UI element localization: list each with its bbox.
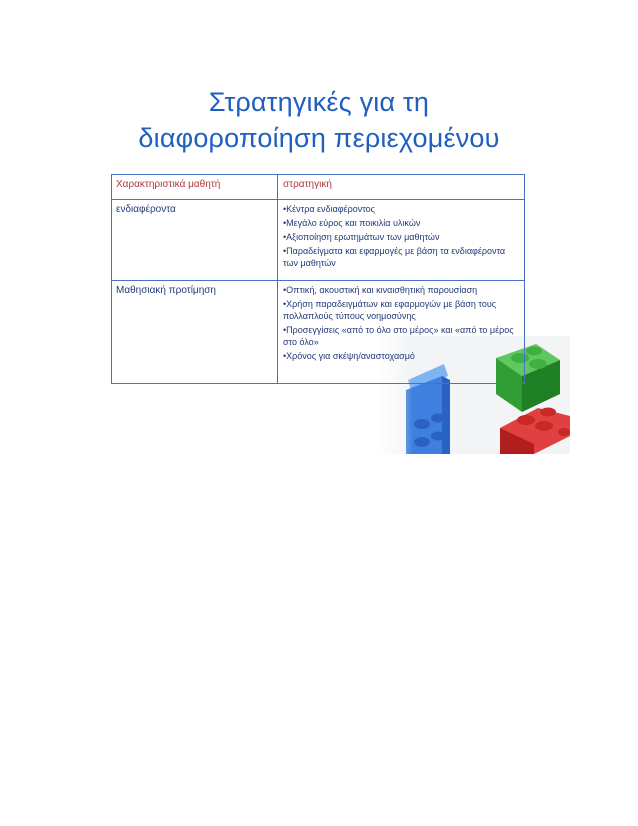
strategy-table — [111, 174, 525, 384]
row-label: ενδιαφέροντα — [116, 204, 176, 215]
table-row — [112, 199, 524, 280]
strategy-list — [283, 203, 521, 271]
slide-title — [0, 84, 638, 156]
strategy-list — [283, 284, 521, 364]
list-item: •Προσεγγίσεις «από το όλο στο μέρος» και «από το μέρος στο όλο» — [283, 325, 514, 348]
header-student-characteristics: Χαρακτηριστικά μαθητή — [116, 179, 221, 190]
list-item: •Κέντρα ενδιαφέροντος — [283, 204, 376, 214]
list-item: •Παραδείγματα και εφαρμογές με βάση τα ενδιαφέροντα των μαθητών — [283, 245, 506, 268]
table-header-row — [112, 175, 524, 199]
list-item: •Οπτική, ακουστική και κιναισθητική παρουσίαση — [283, 285, 478, 295]
list-item: •Χρόνος για σκέψη/αναστοχασμό — [283, 351, 415, 362]
row-label: Μαθησιακή προτίμηση — [116, 285, 216, 296]
list-item: •Αξιοποίηση ερωτημάτων των μαθητών — [283, 231, 440, 242]
list-item: •Χρήση παραδειγμάτων και εφαρμογών με βάση τους πολλαπλούς τύπους νοημοσύνης — [283, 298, 497, 322]
table-row — [112, 280, 524, 383]
title-line-2: διαφοροποίηση περιεχομένου — [138, 123, 500, 153]
title-line-1: Στρατηγικές για τη — [208, 87, 430, 117]
list-item: •Μεγάλο εύρος και ποικιλία υλικών — [283, 217, 421, 228]
header-strategy: στρατηγική — [283, 179, 332, 190]
